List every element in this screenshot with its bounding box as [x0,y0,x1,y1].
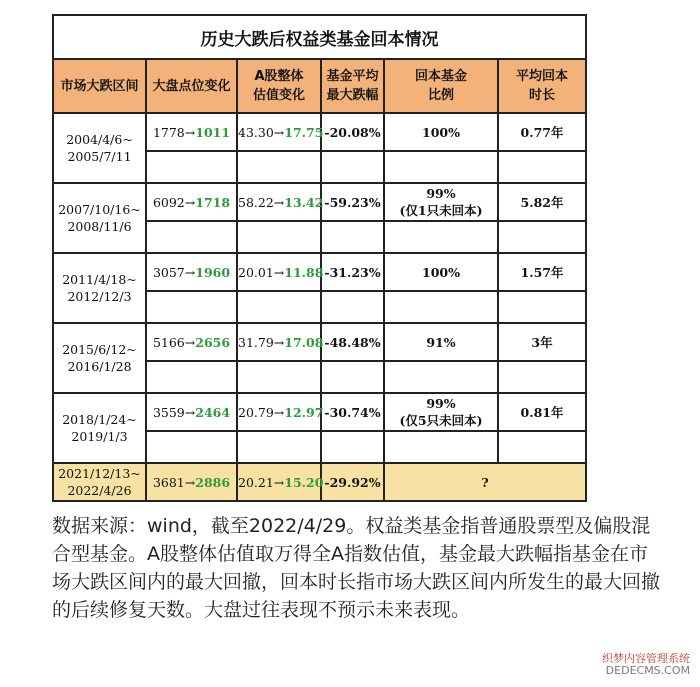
valuation-from: 20.79→ [238,404,285,420]
header-text: 平均回本 [515,69,568,84]
header-text: 估值变化 [252,88,305,103]
recovery-ratio: 100% [422,124,460,140]
index-change-cell [146,183,237,221]
period-start: 2007/10/16~ [58,202,141,217]
period-start: 2004/4/6~ [66,132,133,147]
empty-cell [498,361,586,393]
empty-cell [498,431,586,463]
index-to: 1011 [195,124,231,140]
period-cell [53,253,146,323]
empty-cell [384,431,498,463]
header-cell [321,59,384,113]
header-text: 市场大跌区间 [60,78,139,94]
empty-cell [146,151,237,183]
recovery-time-cell [498,183,586,221]
valuation-from: 20.01→ [238,264,285,280]
empty-cell [237,361,321,393]
max-drawdown-cell [321,253,384,291]
valuation-from: 31.79→ [238,334,285,350]
max-drawdown: -48.48% [324,334,381,350]
index-from: 3057→ [152,264,196,280]
valuation-change-cell [237,253,324,291]
empty-cell [146,431,237,463]
recovery-time-cell [498,323,586,361]
index-from: 5166→ [152,334,196,350]
recovery-ratio-cell [384,253,498,291]
recovery-time: 0.81年 [520,404,564,420]
header-text: 基金平均 [326,69,379,84]
valuation-change-cell [237,183,324,221]
recovery-ratio-cell [384,183,498,221]
max-drawdown: -31.23% [324,264,381,280]
header-cell [384,59,498,113]
index-to: 2464 [195,404,231,420]
table-header-row [53,59,586,113]
empty-cell [321,431,384,463]
period-end: 2012/12/3 [67,289,132,304]
period-start: 2011/4/18~ [62,272,137,287]
max-drawdown-cell [321,393,384,431]
period-cell [53,393,146,463]
period-cell [53,183,146,253]
table-row [53,253,586,291]
empty-cell [146,291,237,323]
header-text: 回本基金 [414,69,467,84]
valuation-from: 20.21→ [238,474,285,490]
valuation-change-cell [237,463,324,501]
valuation-to: 15.20 [284,474,324,490]
index-from: 1778→ [152,124,196,140]
recovery-time-cell [498,113,586,151]
header-cell [237,59,321,113]
header-text: 最大跌幅 [326,88,379,103]
index-change-cell [146,113,237,151]
max-drawdown: -29.92% [324,474,381,490]
empty-cell [237,291,321,323]
recovery-ratio-note: (仅1只未回本) [399,203,483,218]
recovery-ratio: 99% [426,396,456,411]
empty-cell [321,361,384,393]
index-change-cell [146,323,237,361]
recovery-ratio: 100% [422,264,460,280]
recovery-time-cell [498,253,586,291]
valuation-change-cell [237,393,324,431]
period-cell [53,463,146,501]
recovery-time: 1.57年 [520,264,564,280]
empty-cell [146,221,237,253]
period-start: 2021/12/13~ [58,466,141,481]
valuation-change-cell [237,113,324,151]
max-drawdown-cell [321,183,384,221]
empty-cell [237,151,321,183]
unknown-mark: ? [481,474,489,490]
index-from: 3559→ [152,404,196,420]
empty-cell [384,361,498,393]
period-end: 2016/1/28 [67,359,132,374]
recovery-ratio: 91% [426,334,456,350]
empty-cell [321,291,384,323]
header-text: 时长 [528,88,555,103]
index-change-cell [146,393,237,431]
index-to: 2656 [195,334,231,350]
recovery-ratio-cell [384,393,498,431]
index-to: 1960 [195,264,231,280]
source-note: 数据来源：wind，截至2022/4/29。权益类基金指普通股票型及偏股混合型基金。A股整体估值取万得全A指数估值，基金最大跌幅指基金在市场大跌区间内的最大回撤，回本时长指市场大跌区间内所发生的最大回撤的后续修复天数。大盘过往表现不预示未来表现。 [52,515,661,621]
recovery-time: 0.77年 [520,124,564,140]
recovery-ratio-note: (仅5只未回本) [399,413,483,428]
empty-cell [321,151,384,183]
valuation-change-cell [237,323,324,361]
recovery-time-cell [498,393,586,431]
valuation-to: 17.75 [284,124,324,140]
recovery-ratio-cell [384,323,498,361]
header-text: 比例 [427,88,454,103]
index-change-cell [146,253,237,291]
period-end: 2022/4/26 [67,483,132,498]
empty-cell [237,221,321,253]
period-end: 2005/7/11 [67,149,132,164]
period-cell [53,113,146,183]
max-drawdown: -20.08% [324,124,381,140]
table-row [53,393,586,431]
empty-cell [498,221,586,253]
recovery-time: 3年 [531,334,553,350]
unknown-result-cell [384,463,586,501]
valuation-from: 43.30→ [238,124,285,140]
table-row [53,323,586,361]
table-title: 历史大跌后权益类基金回本情况 [53,15,586,59]
empty-cell [498,151,586,183]
header-cell [146,59,237,113]
period-end: 2019/1/3 [71,429,128,444]
empty-cell [384,221,498,253]
max-drawdown-cell [321,463,384,501]
empty-cell [321,221,384,253]
table-row [53,463,586,501]
empty-cell [146,361,237,393]
valuation-to: 12.97 [284,404,324,420]
header-cell [53,59,146,113]
header-cell [498,59,586,113]
fund-recovery-table [52,14,587,502]
fund-recovery-table-card [52,14,585,502]
max-drawdown-cell [321,323,384,361]
recovery-time: 5.82年 [520,194,564,210]
period-end: 2008/11/6 [67,219,132,234]
empty-cell [498,291,586,323]
watermark-domain: DEDECMS.COM [605,664,690,677]
header-text: 大盘点位变化 [152,78,231,94]
max-drawdown-cell [321,113,384,151]
index-to: 2886 [195,474,231,490]
valuation-from: 58.22→ [238,194,285,210]
recovery-ratio-cell [384,113,498,151]
period-start: 2018/1/24~ [62,412,137,427]
valuation-to: 17.08 [284,334,324,350]
recovery-ratio: 99% [426,186,456,201]
table-row [53,183,586,221]
empty-cell [384,291,498,323]
index-to: 1718 [195,194,231,210]
max-drawdown: -30.74% [324,404,381,420]
valuation-to: 13.42 [284,194,324,210]
watermark-title: 织梦内容管理系统 [602,652,690,665]
empty-cell [384,151,498,183]
table-row [53,113,586,151]
period-start: 2015/6/12~ [62,342,137,357]
index-from: 3681→ [152,474,196,490]
header-text: A股整体 [254,69,304,84]
valuation-to: 11.88 [284,264,324,280]
index-change-cell [146,463,237,501]
max-drawdown: -59.23% [324,194,381,210]
period-cell [53,323,146,393]
empty-cell [237,431,321,463]
index-from: 6092→ [152,194,196,210]
